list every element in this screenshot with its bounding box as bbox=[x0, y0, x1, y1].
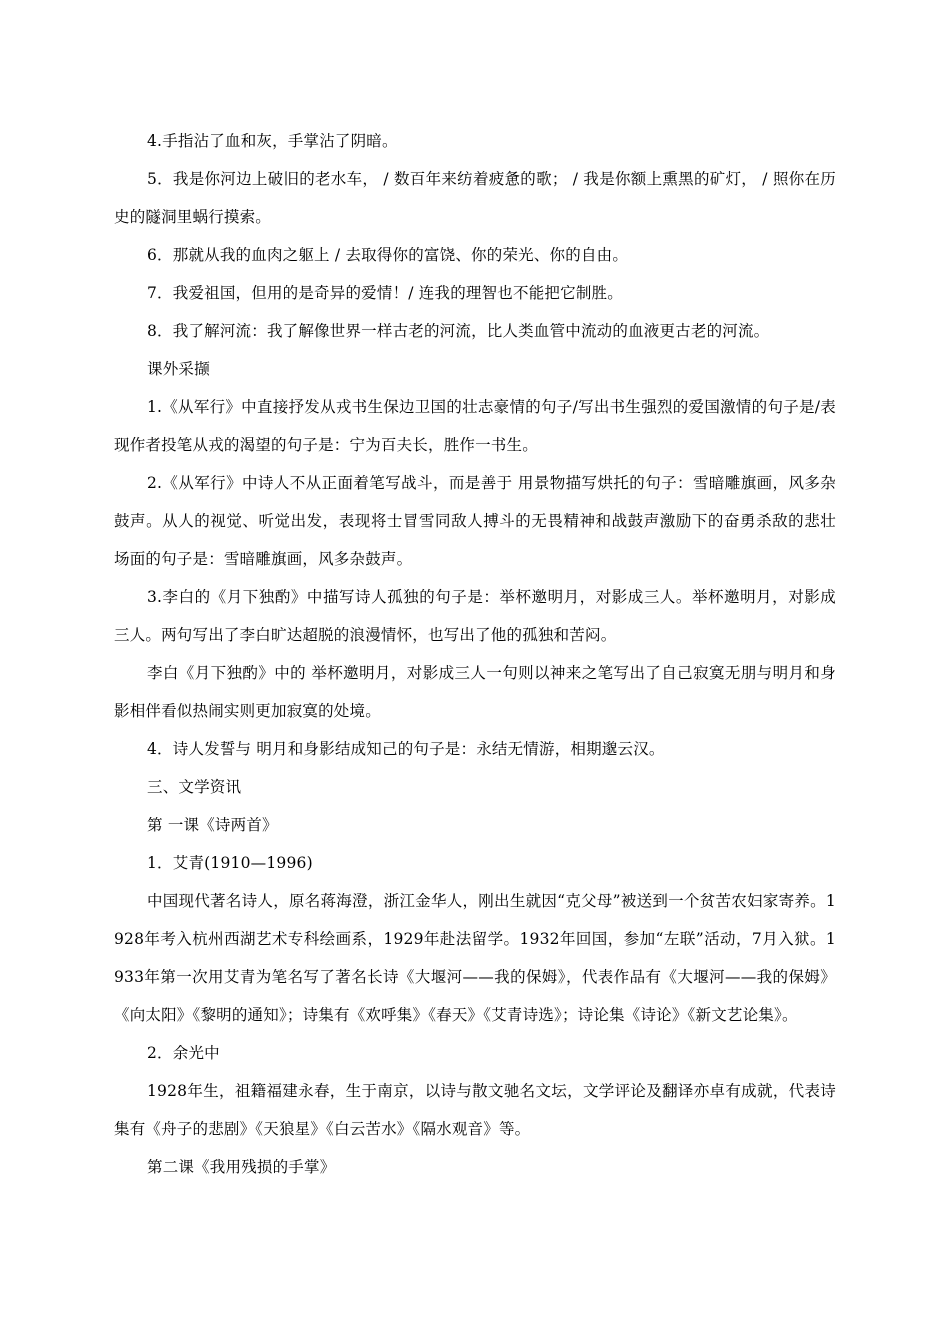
author-aiqing-heading: 1．艾青(1910—1996) bbox=[147, 854, 313, 872]
extra-item-3: 3.李白的《月下独酌》中描写诗人孤独的句子是：举杯邀明月，对影成三人。举杯邀明月，对影成三人。两句写出了李白旷达超脱的浪漫情怀，也写出了他的孤独和苦闷。 bbox=[114, 588, 836, 644]
document-body bbox=[114, 122, 836, 1186]
author-yuguangzhong-bio: 1928年生，祖籍福建永春，生于南京，以诗与散文驰名文坛，文学评论及翻译亦卓有成就，代表诗集有《舟子的悲剧》《天狼星》《白云苦水》《隔水观音》等。 bbox=[114, 1082, 836, 1138]
poem-line-8: 8．我了解河流：我了解像世界一样古老的河流，比人类血管中流动的血液更古老的河流。 bbox=[147, 322, 770, 340]
extra-item-4: 4．诗人发誓与 明月和身影结成知己的句子是：永结无情游，相期邈云汉。 bbox=[147, 740, 665, 758]
poem-line-7: 7．我爱祖国，但用的是奇异的爱情！/ 连我的理智也不能把它制胜。 bbox=[147, 284, 623, 302]
extra-item-2: 2.《从军行》中诗人不从正面着笔写战斗，而是善于 用景物描写烘托的句子：雪暗雕旗画，风多杂鼓声。从人的视觉、听觉出发，表现将士冒雪同敌人搏斗的无畏精神和战鼓声激励下的奋勇杀敌的悲壮场面的句子是：雪暗雕旗画，风多杂鼓声。 bbox=[114, 474, 836, 568]
lesson-1-title: 第 一课《诗两首》 bbox=[147, 816, 278, 834]
poem-line-4: 4.手指沾了血和灰，手掌沾了阴暗。 bbox=[147, 132, 398, 150]
author-aiqing-bio: 中国现代著名诗人，原名蒋海澄，浙江金华人，刚出生就因“克父母”被送到一个贫苦农妇家寄养。1928年考入杭州西湖艺术专科绘画系，1929年赴法留学。1932年回国，参加“左联”活动，7月入狱。1933年第一次用艾青为笔名写了著名长诗《大堰河——我的保姆》，代表作品有《大堰河——我的保姆》《向太阳》《黎明的通知》；诗集有《欢呼集》《春天》《艾青诗选》；诗论集《诗论》《新文艺论集》。 bbox=[114, 892, 836, 1024]
extra-item-3-note: 李白《月下独酌》中的 举杯邀明月，对影成三人一句则以神来之笔写出了自己寂寞无朋与明月和身影相伴看似热闹实则更加寂寞的处境。 bbox=[114, 664, 836, 720]
poem-line-5: 5．我是你河边上破旧的老水车， / 数百年来纺着疲惫的歌； / 我是你额上熏黑的矿灯， / 照你在历史的隧洞里蜗行摸索。 bbox=[114, 170, 836, 226]
section-heading-extracurricular: 课外采撷 bbox=[147, 360, 210, 378]
poem-line-6: 6．那就从我的血肉之躯上 / 去取得你的富饶、你的荣光、你的自由。 bbox=[147, 246, 629, 264]
extra-item-1: 1.《从军行》中直接抒发从戎书生保边卫国的壮志豪情的句子/写出书生强烈的爱国激情的句子是/表现作者投笔从戎的渴望的句子是：宁为百夫长，胜作一书生。 bbox=[114, 398, 836, 454]
section-heading-literature: 三、文学资讯 bbox=[147, 778, 242, 796]
lesson-2-title: 第二课《我用残损的手掌》 bbox=[147, 1158, 336, 1176]
author-yuguangzhong-heading: 2．余光中 bbox=[147, 1044, 220, 1062]
